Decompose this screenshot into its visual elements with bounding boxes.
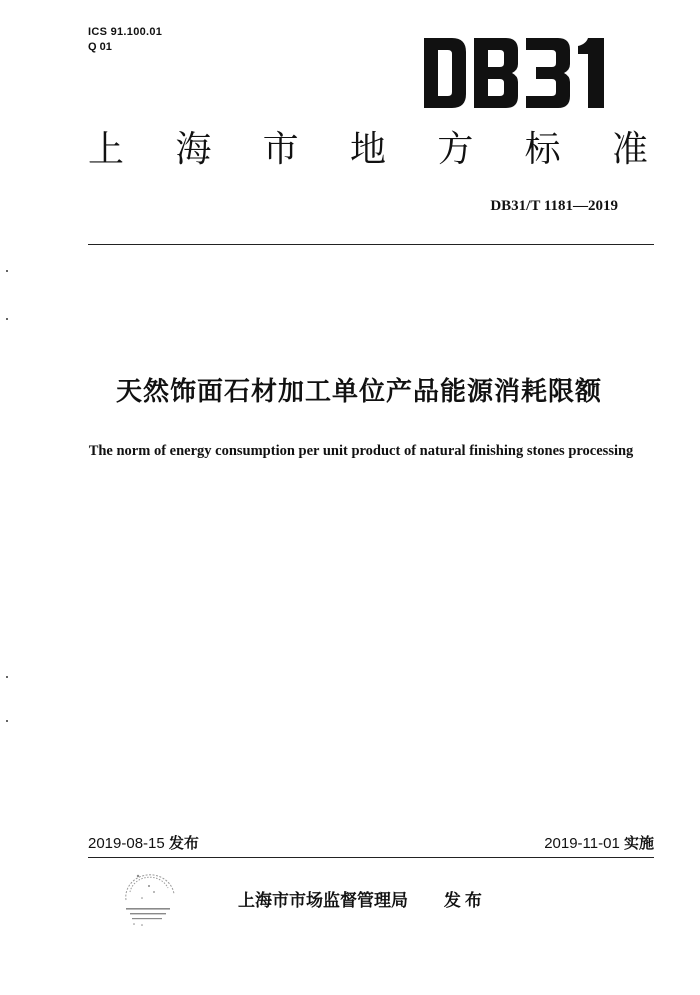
scan-speck [6, 676, 8, 678]
standard-type-char: 海 [175, 129, 212, 170]
ics-code: ICS 91.100.01 [88, 26, 163, 38]
document-title-en: The norm of energy consumption per unit product of natural finishing stones processing [88, 443, 634, 459]
issue-date-label: 发布 [168, 834, 199, 852]
implementation-date-label: 实施 [623, 834, 654, 852]
standard-type-char: 市 [262, 129, 299, 170]
document-title-cn: 天然饰面石材加工单位产品能源消耗限额 [115, 377, 602, 407]
implementation-date [544, 832, 654, 855]
ccs-code: Q 01 [88, 41, 112, 53]
issue-date [88, 832, 199, 855]
issuer-action: 发布 [443, 891, 486, 911]
standard-type-char: 准 [611, 129, 648, 170]
scan-speck [6, 720, 8, 722]
standard-type-char: 标 [524, 129, 561, 170]
db31-logo [422, 36, 622, 110]
issuer-name: 上海市市场监督管理局 [238, 891, 408, 911]
standard-type-char: 方 [437, 129, 474, 170]
standard-type-char: 地 [349, 129, 386, 170]
standard-type-char: 上 [88, 129, 125, 170]
watermark-stamp-icon [118, 870, 180, 928]
issue-date-value: 2019-08-15 [88, 835, 165, 852]
standard-type-heading [88, 128, 648, 172]
implementation-date-value: 2019-11-01 [544, 835, 620, 852]
issuing-authority [238, 888, 486, 914]
scan-speck [6, 270, 8, 272]
bottom-divider [88, 857, 654, 858]
top-divider [88, 244, 654, 245]
standard-number: DB31/T 1181—2019 [490, 198, 618, 214]
scan-speck [6, 318, 8, 320]
